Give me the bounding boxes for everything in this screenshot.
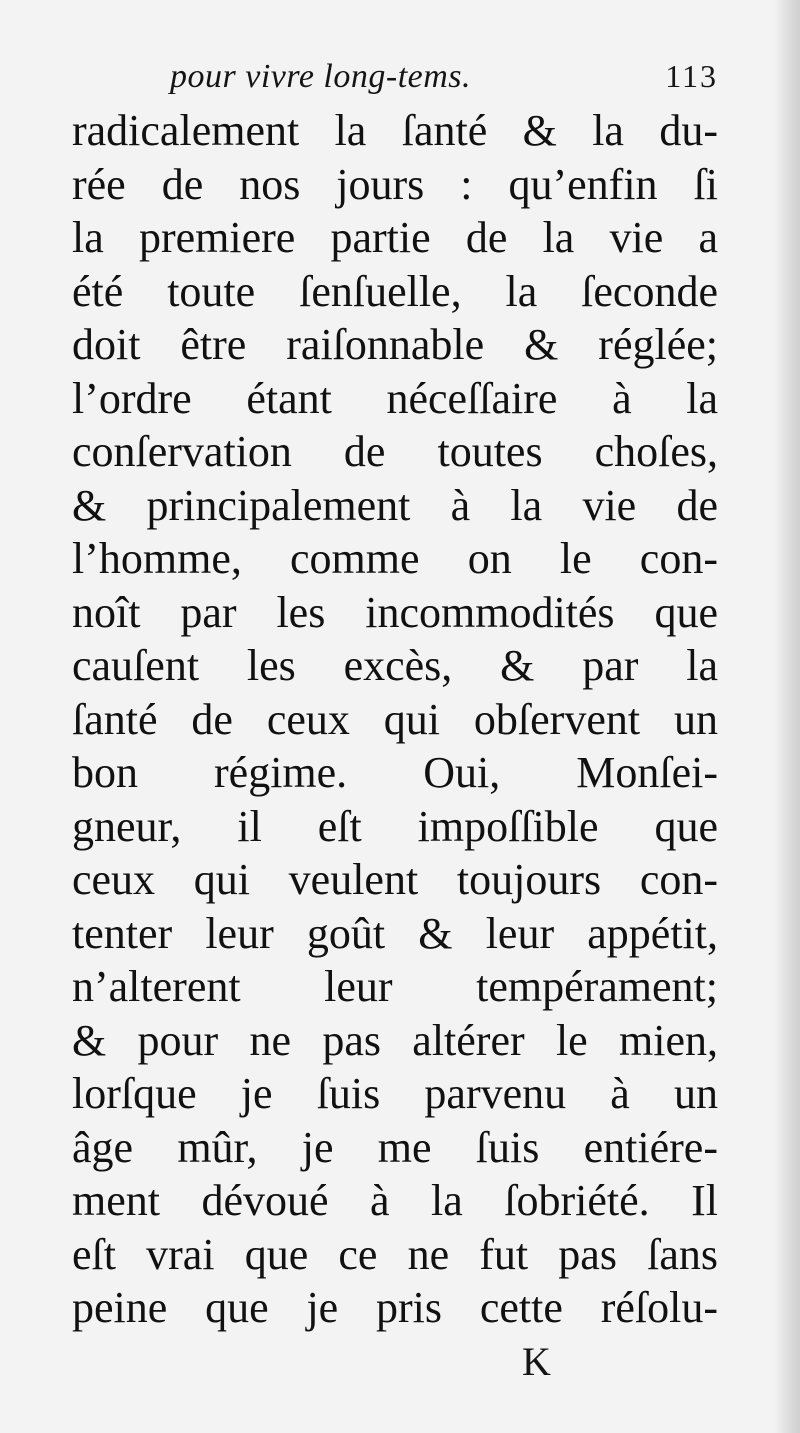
signature-mark: K — [522, 1339, 551, 1384]
body-text — [72, 104, 718, 1335]
text-line: l’ordre étant néceſſaire à la — [72, 373, 718, 423]
text-line: ment dévoué à la ſobriété. Il — [72, 1176, 718, 1225]
text-line: eſt vrai que ce ne fut pas ſans — [72, 1229, 718, 1279]
text-line: cauſent les excès, & par la — [72, 641, 718, 690]
text-line: conſervation de toutes choſes, — [72, 427, 718, 476]
text-line: tenter leur goût & leur appétit, — [72, 908, 718, 958]
text-line: peine que je pris cette réſolu- — [72, 1283, 718, 1332]
page-edge-shadow — [774, 0, 800, 1433]
text-line: gneur, il eſt impoſſible que — [72, 801, 718, 851]
running-title: pour vivre long-tems. — [170, 58, 472, 95]
text-line: noît par les incommodités que — [72, 587, 718, 637]
text-line: & pour ne pas altérer le mien, — [72, 1015, 718, 1065]
text-line: la premiere partie de la vie a — [72, 213, 718, 262]
running-head — [0, 58, 722, 108]
text-line: n’alterent leur tempérament; — [72, 962, 718, 1011]
text-line: l’homme, comme on le con- — [72, 534, 718, 583]
text-line: radicalement la ſanté & la du- — [72, 106, 718, 155]
page-number: 113 — [665, 58, 718, 94]
text-line: ceux qui veulent toujours con- — [72, 855, 718, 904]
text-line: & principalement à la vie de — [72, 480, 718, 530]
text-line: âge mûr, je me ſuis entiére- — [72, 1122, 718, 1172]
text-line: ſanté de ceux qui obſervent un — [72, 694, 718, 744]
text-line: rée de nos jours : qu’enfin ſi — [72, 159, 718, 209]
text-line: bon régime. Oui, Monſei- — [72, 748, 718, 797]
text-line: été toute ſenſuelle, la ſeconde — [72, 266, 718, 316]
text-line: lorſque je ſuis parvenu à un — [72, 1069, 718, 1118]
text-line: doit être raiſonnable & réglée; — [72, 320, 718, 369]
